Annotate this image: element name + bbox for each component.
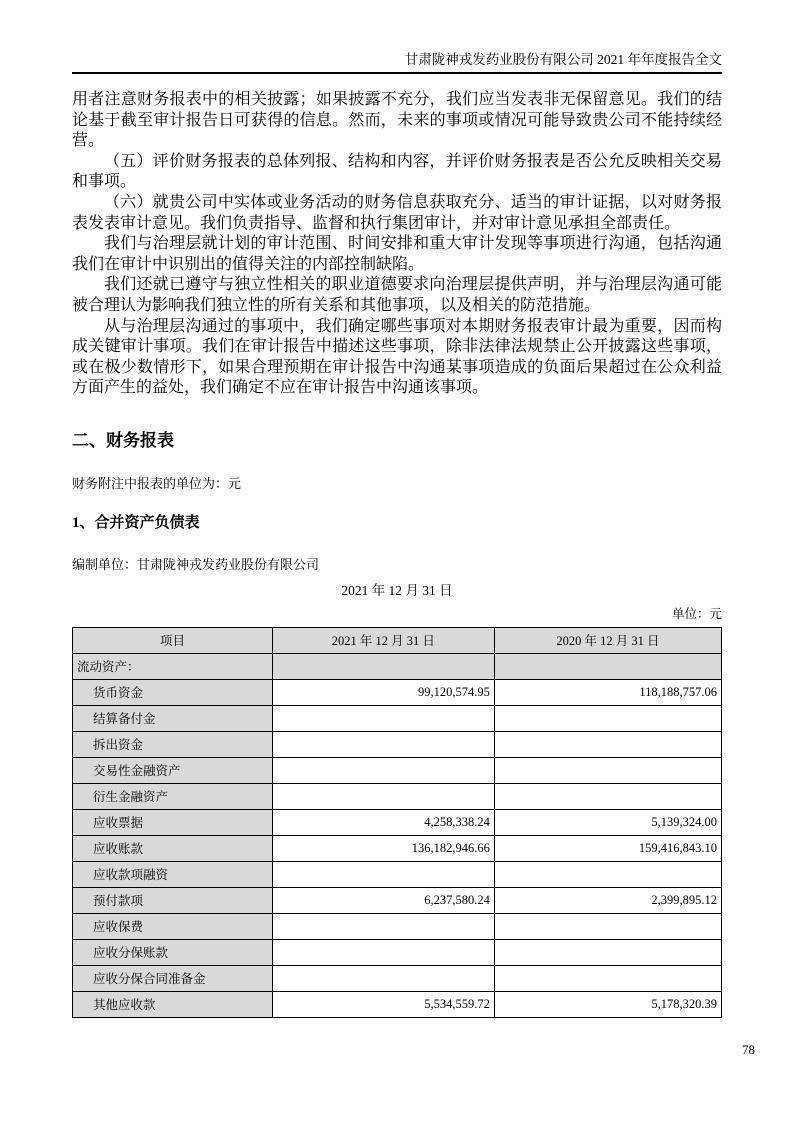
value-2021-cell	[272, 757, 494, 783]
value-2020-cell	[494, 731, 721, 757]
table-row	[73, 887, 722, 913]
table-row	[73, 965, 722, 991]
page-number: 78	[742, 1042, 755, 1057]
value-2020-cell	[494, 783, 721, 809]
column-header: 2021 年 12 月 31 日	[272, 627, 494, 653]
table-row	[73, 653, 722, 679]
item-label-cell: 应收分保合同准备金	[73, 965, 273, 991]
value-2021-cell: 6,237,580.24	[272, 887, 494, 913]
item-label-cell: 预付款项	[73, 887, 273, 913]
body-paragraph: 从与治理层沟通过的事项中，我们确定哪些事项对本期财务报表审计最为重要，因而构成关键审计事项。我们在审计报告中描述这些事项，除非法律法规禁止公开披露这些事项，或在极少数情形下，如果合理预期在审计报告中沟通某事项造成的负面后果超过在公众利益方面产生的益处，我们确定不应在审计报告中沟通该事项。	[72, 317, 722, 397]
table-row	[73, 731, 722, 757]
column-header: 2020 年 12 月 31 日	[494, 627, 721, 653]
body-paragraph: 我们与治理层就计划的审计范围、时间安排和重大审计发现等事项进行沟通，包括沟通我们在审计中识别出的值得关注的内部控制缺陷。	[72, 235, 722, 273]
unit-label: 单位：元	[671, 606, 722, 621]
value-2021-cell	[272, 939, 494, 965]
table-header-row	[73, 627, 722, 653]
value-2021-cell	[272, 731, 494, 757]
unit-note: 财务附注中报表的单位为：元	[72, 475, 242, 491]
value-2021-cell	[272, 783, 494, 809]
value-2021-cell	[272, 653, 494, 679]
value-2021-cell: 4,258,338.24	[272, 809, 494, 835]
value-2021-cell	[272, 705, 494, 731]
value-2020-cell	[494, 939, 721, 965]
table-row	[73, 679, 722, 705]
section-heading: 二、财务报表	[72, 430, 174, 450]
prepared-by-line: 编制单位：甘肃陇神戎发药业股份有限公司	[72, 556, 320, 572]
item-label-cell: 衍生金融资产	[73, 783, 273, 809]
value-2020-cell	[494, 913, 721, 939]
body-paragraph: 用者注意财务报表中的相关披露；如果披露不充分，我们应当发表非无保留意见。我们的结论基于截至审计报告日可获得的信息。然而，未来的事项或情况可能导致贵公司不能持续经营。	[72, 91, 722, 150]
report-title: 甘肃陇神戎发药业股份有限公司 2021 年年度报告全文	[404, 52, 722, 67]
balance-sheet-table	[72, 627, 722, 1018]
value-2020-cell	[494, 861, 721, 887]
value-2020-cell: 159,416,843.10	[494, 835, 721, 861]
value-2021-cell	[272, 965, 494, 991]
table-row	[73, 991, 722, 1017]
item-label-cell: 交易性金融资产	[73, 757, 273, 783]
table-row	[73, 835, 722, 861]
value-2020-cell	[494, 653, 721, 679]
item-label-cell: 应收款项融资	[73, 861, 273, 887]
value-2021-cell	[272, 913, 494, 939]
statement-date: 2021 年 12 月 31 日	[341, 582, 453, 598]
value-2021-cell: 99,120,574.95	[272, 679, 494, 705]
value-2021-cell	[272, 861, 494, 887]
audit-report-paragraphs	[72, 90, 722, 399]
item-label-cell: 结算备付金	[73, 705, 273, 731]
subsection-heading: 1、合并资产负债表	[72, 514, 200, 531]
item-label-cell: 应收分保账款	[73, 939, 273, 965]
item-label-cell: 应收账款	[73, 835, 273, 861]
value-2021-cell: 5,534,559.72	[272, 991, 494, 1017]
item-label-cell: 拆出资金	[73, 731, 273, 757]
column-header: 项目	[73, 627, 273, 653]
table-row	[73, 705, 722, 731]
item-label-cell: 货币资金	[73, 679, 273, 705]
item-label-cell: 其他应收款	[73, 991, 273, 1017]
table-row	[73, 783, 722, 809]
value-2020-cell	[494, 965, 721, 991]
item-label-cell: 应收票据	[73, 809, 273, 835]
value-2020-cell: 2,399,895.12	[494, 887, 721, 913]
table-row	[73, 757, 722, 783]
value-2020-cell: 5,139,324.00	[494, 809, 721, 835]
table-row	[73, 939, 722, 965]
value-2020-cell	[494, 705, 721, 731]
value-2020-cell: 118,188,757.06	[494, 679, 721, 705]
body-paragraph: （六）就贵公司中实体或业务活动的财务信息获取充分、适当的审计证据，以对财务报表发表审计意见。我们负责指导、监督和执行集团审计，并对审计意见承担全部责任。	[72, 193, 722, 232]
page-header	[72, 0, 722, 74]
item-label-cell: 应收保费	[73, 913, 273, 939]
value-2021-cell: 136,182,946.66	[272, 835, 494, 861]
table-row	[73, 861, 722, 887]
item-label-cell: 流动资产：	[73, 653, 273, 679]
value-2020-cell	[494, 757, 721, 783]
table-row	[73, 809, 722, 835]
value-2020-cell: 5,178,320.39	[494, 991, 721, 1017]
body-paragraph: 我们还就已遵守与独立性相关的职业道德要求向治理层提供声明，并与治理层沟通可能被合理认为影响我们独立性的所有关系和其他事项，以及相关的防范措施。	[72, 276, 722, 314]
table-row	[73, 913, 722, 939]
body-paragraph: （五）评价财务报表的总体列报、结构和内容，并评价财务报表是否公允反映相关交易和事项。	[72, 152, 722, 191]
